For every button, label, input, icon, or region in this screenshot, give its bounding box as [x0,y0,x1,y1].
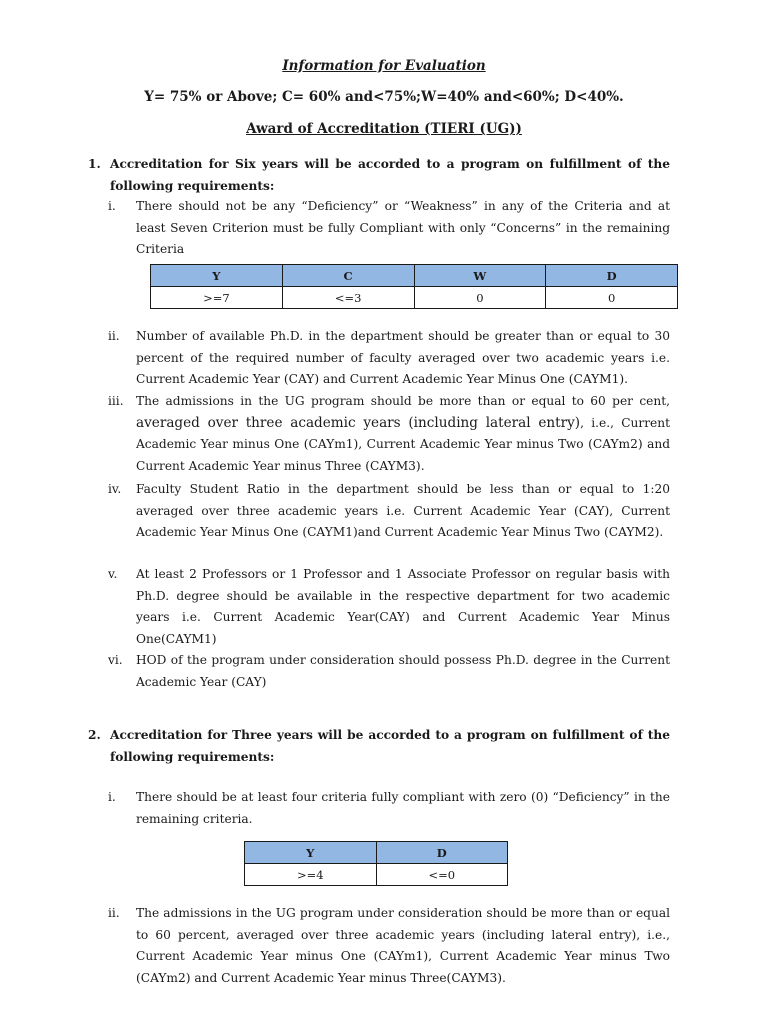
table-header-cell: Y [151,265,283,287]
table-cell: >=7 [151,287,283,309]
table-header-cell: C [282,265,414,287]
item-number: i. [108,199,116,213]
item-text-emphasis: averaged over three academic years (including lateral entry) [136,414,581,431]
item-text: HOD of the program under consideration should possess Ph.D. degree in the Current Academic Year (CAY) [136,653,670,689]
item-text: There should be at least four criteria fully compliant with zero (0) “Deficiency” in the remaining criteria. [136,790,670,826]
criteria-table-six-years [150,264,678,309]
section-2-heading [88,724,670,768]
item-number: ii. [108,906,120,920]
list-item [108,564,670,650]
table-cell: <=0 [376,864,508,886]
document-title: Information for Evaluation [282,58,486,74]
item-number: ii. [108,329,120,343]
item-text: Faculty Student Ratio in the department should be less than or equal to 1:20 averaged over three academic years i.e. Current Academic Year (CAY), Current Academic Year Minus One (CAYM1)and Current Academic Year Minus Two (CAYM2). [136,482,670,539]
table-cell: 0 [414,287,546,309]
table-cell: >=4 [245,864,377,886]
section-1-heading [88,153,670,197]
table-header-cell: D [376,842,508,864]
item-text: There should not be any “Deficiency” or “Weakness” in any of the Criteria and at least Seven Criterion must be fully Compliant with only “Concerns” in the remaining Criteria [136,199,670,256]
section-heading-text: Accreditation for Six years will be accorded to a program on fulfillment of the following requirements: [110,157,670,193]
item-number: vi. [108,653,123,667]
list-item [108,650,670,693]
item-text: The admissions in the UG program under consideration should be more than or equal to 60 percent, averaged over three academic years (including lateral entry), i.e., Current Academic Year minus One (CAYm1), Current Academic Year minus Two (CAYm2) and Current Academic Year minus Three(CAYM3). [136,906,670,985]
list-item [108,196,670,261]
item-number: i. [108,790,116,804]
item-text: Number of available Ph.D. in the department should be greater than or equal to 30 percent of the required number of faculty averaged over two academic years i.e. Current Academic Year (CAY) and Current Academic Year Minus One (CAYM1). [136,329,670,386]
criteria-table-three-years [244,841,508,886]
section-number: 1. [88,157,101,171]
item-number: iii. [108,394,124,408]
list-item [108,903,670,989]
item-text: At least 2 Professors or 1 Professor and 1 Associate Professor on regular basis with Ph.D. degree should be available in the respective department for two academic years i.e. Current Academic Year(CAY) and Current Academic Year Minus One(CAYM1) [136,567,670,646]
list-item [108,326,670,391]
item-text: The admissions in the UG program should be more than or equal to 60 per cent, [136,394,670,408]
item-number: iv. [108,482,122,496]
grading-scale: Y= 75% or Above; C= 60% and<75%;W=40% and<60%; D<40%. [144,89,624,105]
section-number: 2. [88,728,101,742]
table-cell: 0 [546,287,678,309]
list-item [108,479,670,544]
award-heading: Award of Accreditation (TIERI (UG)) [246,121,522,137]
table-header-cell: W [414,265,546,287]
table-cell: <=3 [282,287,414,309]
table-header-cell: D [546,265,678,287]
section-heading-text: Accreditation for Three years will be accorded to a program on fulfillment of the following requirements: [110,728,670,764]
list-item [108,787,670,830]
item-number: v. [108,567,118,581]
list-item [108,391,670,477]
table-header-cell: Y [245,842,377,864]
item-text: , i.e., Current Academic Year minus One (CAYm1), Current Academic Year minus Two (CAYm2) and Current Academic Year minus Three (CAYM3). [136,415,670,473]
